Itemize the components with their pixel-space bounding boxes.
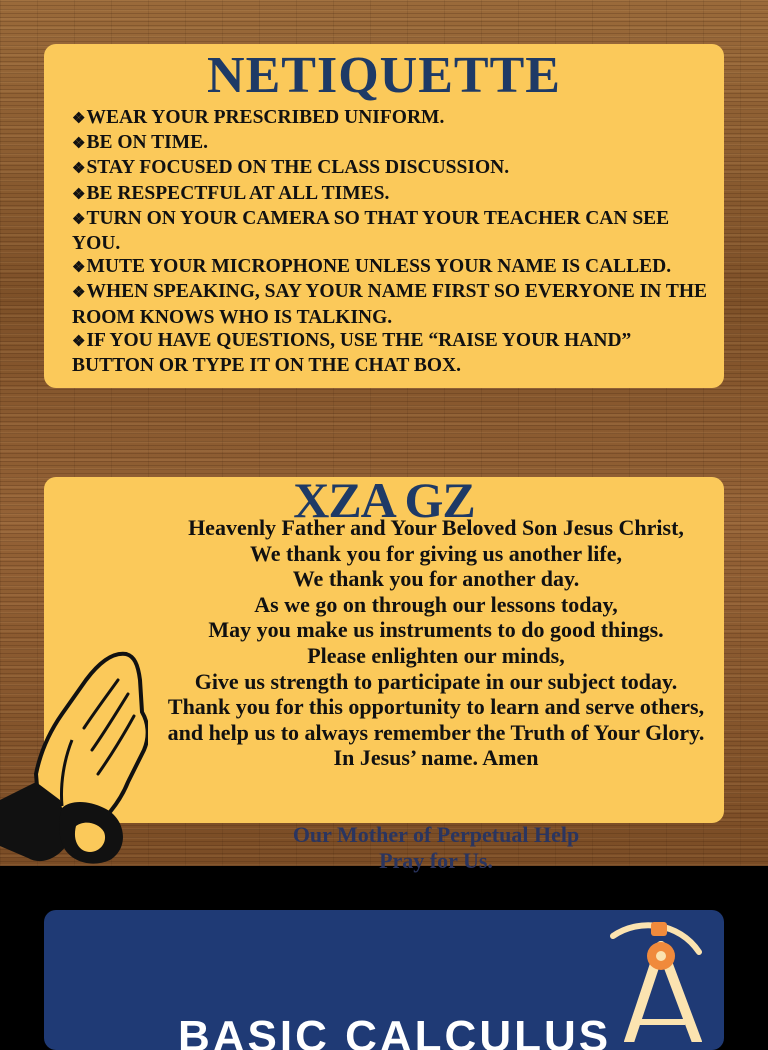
netiquette-card [44,44,724,388]
prayer-text [132,515,740,771]
prayer-line: and help us to always remember the Truth of Your Glory. [167,719,705,745]
rule-item: ❖ WHEN SPEAKING, SAY YOUR NAME FIRST SO EVERYONE IN THE ROOM KNOWS WHO IS TALKING. [72,280,712,328]
rule-item: ❖ IF YOU HAVE QUESTIONS, USE THE “RAISE YOUR HAND” BUTTON OR TYPE IT ON THE CHAT BOX. [72,329,712,377]
next-slide [44,910,724,1050]
prayer-line: We thank you for giving us another life, [249,540,622,566]
prayer-line: We thank you for another day. [292,566,580,592]
netiquette-rules [72,106,712,377]
prayer-line: May you make us instruments to do good things. [208,617,664,643]
prayer-line: Please enlighten our minds, [307,642,565,668]
next-slide-title: BASIC CALCULUS [178,1012,612,1050]
netiquette-title: NETIQUETTE [207,47,561,104]
praying-hands-icon [0,650,148,866]
prayer-line: Heavenly Father and Your Beloved Son Jesus Christ, [188,515,684,540]
prayer-line: Thank you for this opportunity to learn and serve others, [167,694,705,720]
rule-item: ❖ MUTE YOUR MICROPHONE UNLESS YOUR NAME IS CALLED. [72,255,712,280]
prayer-line: In Jesus’ name. Amen [333,745,539,771]
compass-icon [599,922,719,1042]
closing-line-2: Pray for Us. [379,848,493,873]
rule-item: ❖ BE ON TIME. [72,131,712,156]
prayer-line: As we go on through our lessons today, [254,591,618,617]
rule-item: ❖ TURN ON YOUR CAMERA SO THAT YOUR TEACHER CAN SEE YOU. [72,207,712,255]
prayer-line: Give us strength to participate in our subject today. [194,668,678,694]
prayer-title: XZA GZ [293,472,475,528]
closing-line-1: Our Mother of Perpetual Help [292,822,580,847]
rule-item: ❖ BE RESPECTFUL AT ALL TIMES. [72,182,712,207]
rule-item: ❖ STAY FOCUSED ON THE CLASS DISCUSSION. [72,156,712,181]
prayer-closing [232,822,640,874]
rule-item: ❖ WEAR YOUR PRESCRIBED UNIFORM. [72,106,712,131]
